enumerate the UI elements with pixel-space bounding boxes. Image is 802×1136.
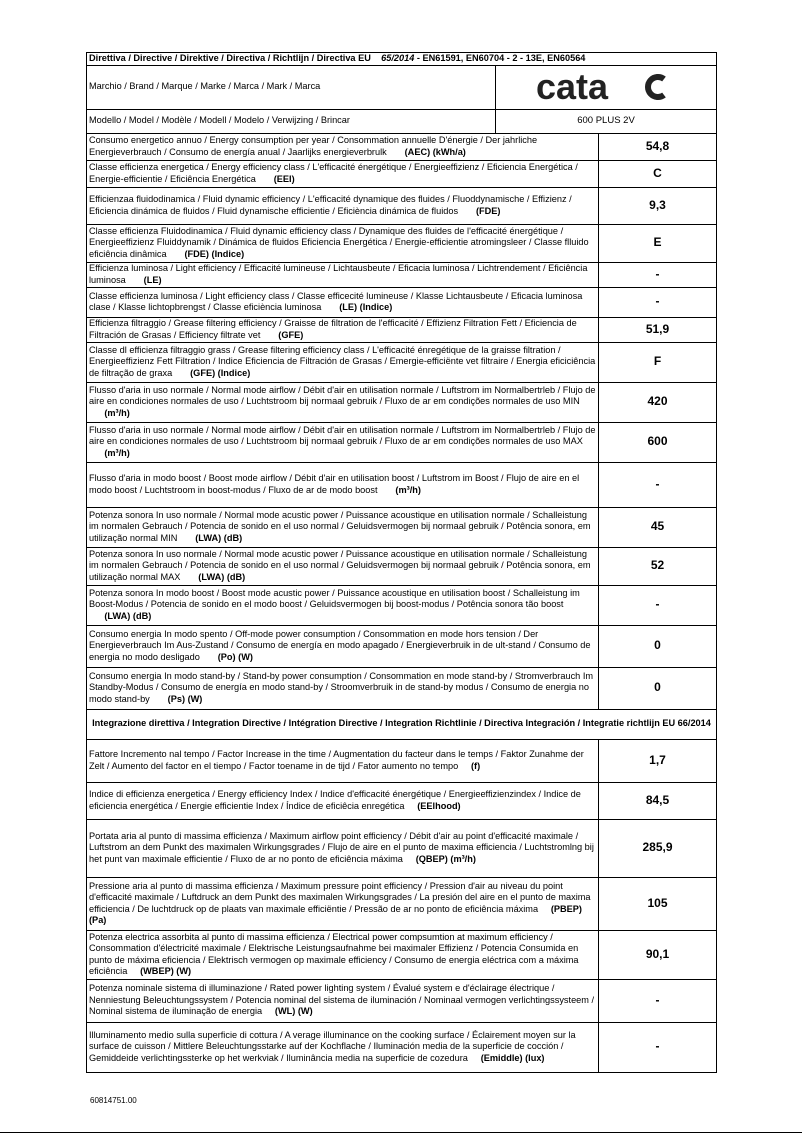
spec-value: F bbox=[599, 342, 717, 382]
spec-value: 45 bbox=[599, 507, 717, 547]
spec-unit: (LWA) (dB) bbox=[195, 532, 243, 543]
spec-description: Pressione aria al punto di massima efficienza / Maximum pressure point efficiency / Pression d'air au niveau du point d'efficacité maximale / Luftdruck an dem Punkt des maximalen Wirkungsgrades / La presión del aire en el punto de maxima efficiencia / De luchtdruck op de plaats van maximale efficiëntie / Pressão de ar no ponto de eficiência máxima (PBEP) (Pa) bbox=[87, 877, 599, 930]
spec-unit: (Po) (W) bbox=[217, 651, 253, 662]
spec-value: 90,1 bbox=[599, 930, 717, 979]
spec-value: 600 bbox=[599, 422, 717, 462]
cata-logo-icon bbox=[536, 71, 676, 103]
spec-description: Efficienzaa fluidodinamica / Fluid dynamic efficiency / L'efficacité dynamique des fluides / Fluoddynamische / Effizienz / Eficiencia dinámica de fluidos / Fluid dynamische efficientie / Eficiència dinámica de fluidos (FDE) bbox=[87, 187, 599, 224]
spec-description: Indice di efficienza energetica / Energy efficiency Index / Indice d'efficacité énergétique / Energieeffizienzindex / Indice de eficiencia energética / Energie efficientie Index / Índice de eficiêcia enregética (EElhood) bbox=[87, 782, 599, 819]
divider bbox=[0, 1132, 802, 1133]
spec-description: Potenza sonora In modo boost / Boost mode acustic power / Puissance acoustique en utilisation boost / Schalleistung im Boost-Modus / Potencia de sonido en el modo boost / Geluidsvermogen bij boost-modus / Potência sonora tão boost (LWA) (dB) bbox=[87, 585, 599, 625]
spec-description: Portata aria al punto di massima efficienza / Maximum airflow point efficiency / Débit d'air au point d'efficacité maximale / Luftstrom an dem Punkt des maximalen Wirkungsgrades / Flujo de aire en el punto de maxima efficiencia / Luchtstromlng bij het punt van maximale efficientie / Fluxo de ar no ponto de eficiência máxima (QBEP) (m³/h) bbox=[87, 819, 599, 877]
spec-description: Efficienza filtraggio / Grease filtering efficiency / Graisse de filtration de l'efficacité / Effizienz Filtration Fett / Eficiencia de Filtración de Grasas / Efficiency filtrate vet (GFE) bbox=[87, 317, 599, 342]
directive-label: Direttiva / Directive / Direktive / Directiva / Richtlijn / Directiva EU bbox=[89, 53, 371, 63]
spec-unit: (m³/h) bbox=[395, 484, 421, 495]
spec-value: - bbox=[599, 262, 717, 287]
spec-value: 105 bbox=[599, 877, 717, 930]
directive-header bbox=[87, 53, 717, 66]
standards: - EN61591, EN60704 - 2 - 13E, EN60564 bbox=[414, 53, 586, 63]
spec-value: 285,9 bbox=[599, 819, 717, 877]
spec-description: Classe efficienza Fluidodinamica / Fluid dynamic efficiency class / Dynamique des fluides de l'efficacité énergétique / Energieeffizienz Fluiddynamik / Dinámica de fluidos Eficiencia Energética / Energie-efficientie atromingsleer / Classe flluido eficiência dinâmica (FDE) (Indice) bbox=[87, 224, 599, 262]
spec-value: 54,8 bbox=[599, 133, 717, 160]
spec-unit: (LE) (Indice) bbox=[339, 302, 393, 312]
spec-unit: (Emiddle) (lux) bbox=[480, 1052, 545, 1063]
spec-unit: (m³/h) bbox=[104, 447, 130, 458]
spec-unit: (QBEP) (m³/h) bbox=[415, 853, 476, 864]
spec-description: Consumo energia In modo stand-by / Stand-by power consumption / Consommation en mode stand-by / Stromverbrauch Im Standby-Modus / Consumo de energía en modo stand-by / Stroomverbruik in de stand-by modus / Consumo de energia no modo stand-by (Ps) (W) bbox=[87, 667, 599, 709]
spec-description: Potenza sonora In uso normale / Normal mode acustic power / Puissance acoustique en utilisation normale / Schalleistung im normalen Gebrauch / Potencia de sonido en el uso normal / Geluidsvermogen bij normaal gebruik / Potência sonora, em utilização normal MAX (LWA) (dB) bbox=[87, 547, 599, 585]
spec-value: E bbox=[599, 224, 717, 262]
spec-description: Consumo energia In modo spento / Off-mode power consumption / Consommation en mode hors tension / Der Energieverbrauch Im Aus-Zustand / Consumo de energía en modo apagado / Energieverbruik in de ult-stand / Consumo de energia no modo desligado (Po) (W) bbox=[87, 625, 599, 667]
spec-description: Efficienza luminosa / Light efficiency / Efficacité lumineuse / Lichtausbeute / Eficacia luminosa / Lichtrendement / Eficiência luminosa (LE) bbox=[87, 262, 599, 287]
spec-value: - bbox=[599, 462, 717, 507]
spec-unit: (FDE) bbox=[475, 205, 501, 216]
energy-label-table bbox=[86, 52, 717, 1073]
spec-unit: (WBEP) (W) bbox=[140, 966, 192, 976]
spec-description: Classe efficienza energetica / Energy efficiency class / L'efficacité énergétique / Energieeffizienz / Eficiencia Energética / Energie-efficientie / Eficiência Energética (EEI) bbox=[87, 160, 599, 187]
spec-description: Illuminamento medio sulla superficie di cottura / A verage illuminance on the cooking surface / Éclairement moyen sur la surface de cuisson / Mittlere Beleuchtungsstarke auf der Kochflache / Iluminación media de la superficie de cocción / Gemiddeide verlichtingssterke op het werkviak / Iluminância media na superficie de cozedura (Emiddle) (lux) bbox=[87, 1022, 599, 1072]
brand-label: Marchio / Brand / Marque / Marke / Marca / Mark / Marca bbox=[87, 66, 496, 109]
svg-text:cata: cata bbox=[536, 71, 609, 103]
spec-description: Flusso d'aria in uso normale / Normal mode airflow / Débit d'air en utilisation normale / Luftstrom im Normalbertrleb / Flujo de aire en condiciones normales de uso / Luchtstroom bij normaal gebruik / Fluxo de ar em condições normales de uso MAX (m³/h) bbox=[87, 422, 599, 462]
brand-logo bbox=[496, 66, 716, 109]
spec-value: 420 bbox=[599, 382, 717, 422]
spec-unit: (AEC) (kWh/a) bbox=[404, 146, 466, 157]
spec-value: 0 bbox=[599, 625, 717, 667]
spec-value: 84,5 bbox=[599, 782, 717, 819]
spec-description: Potenza sonora In uso normale / Normal mode acustic power / Puissance acoustique en utilisation normale / Schalleistung im normalen Gebrauch / Potencia de sonido en el uso normal / Geluidsvermogen bij normaal gebruik / Potência sonora, em utilização normal MIN (LWA) (dB) bbox=[87, 507, 599, 547]
spec-description: Potenza nominale sistema di illuminazione / Rated power lighting system / Évalué system e d'éclairage électrique / Nenniestung Beleuchtungssystem / Potencia nominal del sistema de iluminación / Nominaal vermogen verlichtingssysteem / Nominal sistema de iluminação de energia (WL) (W) bbox=[87, 979, 599, 1022]
spec-value: 51,9 bbox=[599, 317, 717, 342]
spec-unit: (GFE) (Indice) bbox=[190, 367, 251, 378]
spec-value: 1,7 bbox=[599, 739, 717, 782]
spec-description: Flusso d'aria in modo boost / Boost mode airflow / Débit d'air en utilisation boost / Luftstrom im Boost / Flujo de aire en el modo boost / Luchtstroom in boost-modus / Fluxo de ar de modo boost (m³/h) bbox=[87, 462, 599, 507]
integration-header: Integrazione direttiva / Integration Directive / Intégration Directive / Integration Richtlinie / Directiva Integración / Integratie richtlijn EU 66/2014 bbox=[87, 709, 717, 739]
spec-unit: (Ps) (W) bbox=[167, 693, 203, 704]
spec-unit: (WL) (W) bbox=[274, 1006, 313, 1017]
spec-value: 9,3 bbox=[599, 187, 717, 224]
spec-unit: (f) bbox=[471, 760, 481, 771]
spec-unit: (GFE) bbox=[278, 329, 304, 340]
spec-value: - bbox=[599, 979, 717, 1022]
spec-value: - bbox=[599, 287, 717, 317]
spec-unit: (FDE) (Indice) bbox=[184, 248, 245, 259]
spec-unit: (m³/h) bbox=[104, 407, 130, 418]
spec-unit: (PBEP) (Pa) bbox=[89, 903, 582, 925]
spec-value: 0 bbox=[599, 667, 717, 709]
model-value: 600 PLUS 2V bbox=[577, 115, 635, 127]
spec-unit: (EElhood) bbox=[417, 800, 461, 811]
spec-description: Fattore Incremento nal tempo / Factor Increase in the time / Augmentation du facteur dans le temps / Faktor Zunahme der Zelt / Aumento del factor en el tiempo / Factor toename in de tijd / Fator aumento no tempo (f) bbox=[87, 739, 599, 782]
spec-description: Classe efficienza luminosa / Light efficiency class / Classe efficecité lumineuse / Klasse Lichtausbeute / Eficacia luminosa clase / Klasse lichtopbrengst / Classe eficiència luminosa (LE) (Indice) bbox=[87, 287, 599, 317]
document-code: 60814751.00 bbox=[90, 1096, 137, 1105]
spec-value: - bbox=[599, 1022, 717, 1072]
directive-number: 65/2014 bbox=[381, 53, 415, 63]
spec-description: Consumo energetico annuo / Energy consumption per year / Consommation annuelle D'énergie / Der jahrliche Energieverbrauch / Consumo de energía anual / Jaarlijks energieverbrulk (AEC) (kWh/a) bbox=[87, 133, 599, 160]
spec-value: C bbox=[599, 160, 717, 187]
spec-unit: (LWA) (dB) bbox=[104, 610, 152, 621]
model-label: Modello / Model / Modèle / Modell / Modelo / Verwijzing / Brincar bbox=[87, 110, 496, 133]
spec-unit: (LWA) (dB) bbox=[198, 571, 246, 582]
spec-value: - bbox=[599, 585, 717, 625]
spec-unit: (EEI) bbox=[273, 173, 295, 184]
spec-description: Potenza electrica assorbita al punto di massima efficienza / Electrical power compsumtion at maximum efficiency / Consommation d'électricité maximale / Elektrische Leistungsaufnahme bei maximaler Effizienz / Potencia Consumida en punto de máxima eficiencia / Elektrisch vermogen op maximale efficiency / Consumo de energia eléctrica com a máxima eficiência (WBEP) (W) bbox=[87, 930, 599, 979]
spec-unit: (LE) bbox=[143, 274, 162, 285]
spec-description: Classe dl efficienza filtraggio grass / Grease filtering efficiency class / L'efficacité énregétique de la graisse filtration / Energieeffizienz Fett Filtration / Indice Eficiencia de Filtración de Grasas / Emergie-efficiënte vet filtraire / Energia eficiciência de filtração de graxa (GFE) (Indice) bbox=[87, 342, 599, 382]
spec-value: 52 bbox=[599, 547, 717, 585]
spec-description: Flusso d'aria in uso normale / Normal mode airflow / Débit d'air en utilisation normale / Luftstrom im Normalbertrleb / Flujo de aire en condiciones normales de uso / Luchtstroom bij normaal gebruik / Fluxo de ar em condições normales de uso MIN (m³/h) bbox=[87, 382, 599, 422]
